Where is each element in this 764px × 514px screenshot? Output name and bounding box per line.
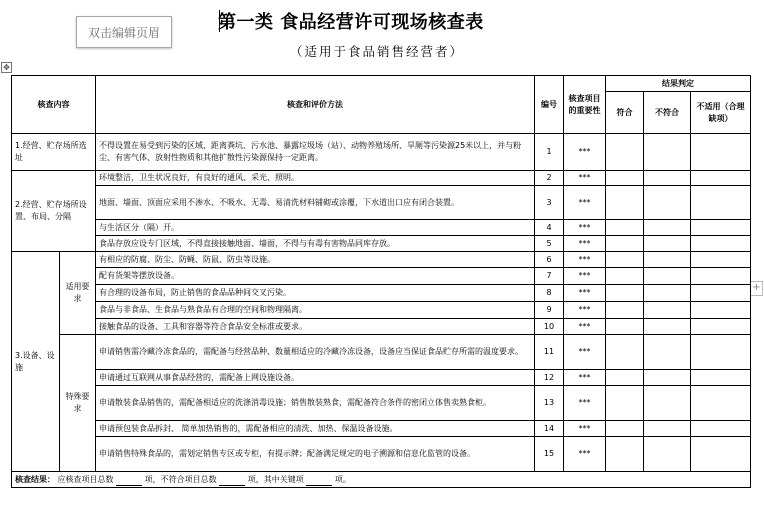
result-fail-cell[interactable] <box>644 268 691 285</box>
result-pass-cell[interactable] <box>606 186 644 220</box>
result-fail-cell[interactable] <box>644 220 691 236</box>
section-label-1: 1.经营、贮存场所选址 <box>12 134 96 171</box>
item-importance: *** <box>564 421 606 437</box>
result-fail-cell[interactable] <box>644 370 691 386</box>
subsection-general: 适用要求 <box>60 252 96 335</box>
footer-label: 核查结果： <box>15 474 55 484</box>
result-fail-cell[interactable] <box>644 186 691 220</box>
item-text: 食品与非食品、生食品与熟食品有合理的空间和物理隔离。 <box>96 302 535 319</box>
page-title: 第一类 食品经营许可现场核查表 <box>218 12 484 33</box>
item-text: 申请通过互联网从事食品经营的，需配备上网设施设备。 <box>96 370 535 386</box>
result-na-cell[interactable] <box>691 220 751 236</box>
item-importance: *** <box>564 236 606 252</box>
result-pass-cell[interactable] <box>606 220 644 236</box>
table-row <box>12 302 751 319</box>
table-row <box>12 421 751 437</box>
header-result: 结果判定 <box>606 76 751 92</box>
item-importance: *** <box>564 268 606 285</box>
page-subtitle: （适用于食品销售经营者） <box>290 44 465 59</box>
item-text: 与生活区分（隔）开。 <box>96 220 535 236</box>
item-no: 12 <box>535 370 564 386</box>
result-na-cell[interactable] <box>691 252 751 268</box>
header-content: 核查内容 <box>12 76 96 134</box>
result-pass-cell[interactable] <box>606 236 644 252</box>
result-na-cell[interactable] <box>691 386 751 421</box>
item-importance: *** <box>564 370 606 386</box>
item-no: 11 <box>535 335 564 370</box>
item-text: 食品存放应设专门区域，不得直接接触地面、墙面，不得与有毒有害物品同库存放。 <box>96 236 535 252</box>
add-row-plus-icon[interactable]: + <box>750 281 763 296</box>
table-row <box>12 134 751 171</box>
table-row <box>12 285 751 302</box>
item-importance: *** <box>564 302 606 319</box>
result-pass-cell[interactable] <box>606 302 644 319</box>
header-fail: 不符合 <box>644 92 691 134</box>
table-row <box>12 252 751 268</box>
table-row-footer <box>12 472 751 488</box>
item-no: 5 <box>535 236 564 252</box>
result-na-cell[interactable] <box>691 171 751 186</box>
item-no: 8 <box>535 285 564 302</box>
result-na-cell[interactable] <box>691 319 751 335</box>
key-items-blank[interactable] <box>306 476 332 486</box>
item-importance: *** <box>564 134 606 171</box>
footer-text-4: 项。 <box>334 474 351 484</box>
result-na-cell[interactable] <box>691 302 751 319</box>
item-text: 申请销售特殊食品的，需划定销售专区或专柜，有提示牌；配备满足规定的电子溯源和信息化监管的设备。 <box>96 437 535 472</box>
item-importance: *** <box>564 220 606 236</box>
table-row <box>12 268 751 285</box>
footer-text-1: 应核查项目总数 <box>57 474 114 484</box>
result-na-cell[interactable] <box>691 437 751 472</box>
result-na-cell[interactable] <box>691 370 751 386</box>
item-text: 不得设置在易受到污染的区域，距离粪坑、污水池、暴露垃圾场（站）、动物养殖场所、旱厕等污染源25米以上，并与粉尘、有害气体、放射性物质和其他扩散性污染源保持一定距离。 <box>96 134 535 171</box>
item-text: 申请预包装食品拆封、 简单加热销售的，需配备相应的清洗、加热、保温设备设施。 <box>96 421 535 437</box>
item-no: 6 <box>535 252 564 268</box>
item-importance: *** <box>564 335 606 370</box>
table-row <box>12 186 751 220</box>
result-na-cell[interactable] <box>691 421 751 437</box>
result-fail-cell[interactable] <box>644 134 691 171</box>
item-importance: *** <box>564 437 606 472</box>
result-pass-cell[interactable] <box>606 370 644 386</box>
failed-items-blank[interactable] <box>219 476 245 486</box>
item-text: 配有货架等摆放设备。 <box>96 268 535 285</box>
result-fail-cell[interactable] <box>644 335 691 370</box>
result-fail-cell[interactable] <box>644 285 691 302</box>
result-pass-cell[interactable] <box>606 252 644 268</box>
footer-text-3: 项，其中关键项 <box>247 474 304 484</box>
table-row <box>12 319 751 335</box>
item-importance: *** <box>564 186 606 220</box>
table-row <box>12 370 751 386</box>
table-row <box>12 386 751 421</box>
item-no: 1 <box>535 134 564 171</box>
header-no: 编号 <box>535 76 564 134</box>
item-importance: *** <box>564 386 606 421</box>
item-no: 13 <box>535 386 564 421</box>
result-na-cell[interactable] <box>691 285 751 302</box>
result-fail-cell[interactable] <box>644 421 691 437</box>
section-label-2: 2.经营、贮存场所设置、布局、分隔 <box>12 171 96 252</box>
footer-text-2: 项，不符合项目总数 <box>144 474 217 484</box>
item-no: 14 <box>535 421 564 437</box>
table-row <box>12 437 751 472</box>
result-na-cell[interactable] <box>691 186 751 220</box>
result-pass-cell[interactable] <box>606 134 644 171</box>
result-pass-cell[interactable] <box>606 319 644 335</box>
item-text: 申请销售需冷藏冷冻食品的，需配备与经营品种、数量相适应的冷藏冷冻设备，设备应当保证食品贮存所需的温度要求。 <box>96 335 535 370</box>
result-fail-cell[interactable] <box>644 437 691 472</box>
table-row <box>12 335 751 370</box>
item-importance: *** <box>564 285 606 302</box>
result-fail-cell[interactable] <box>644 302 691 319</box>
result-na-cell[interactable] <box>691 134 751 171</box>
table-row <box>12 236 751 252</box>
item-no: 9 <box>535 302 564 319</box>
result-fail-cell[interactable] <box>644 386 691 421</box>
result-pass-cell[interactable] <box>606 335 644 370</box>
inspection-table <box>11 75 751 488</box>
result-pass-cell[interactable] <box>606 268 644 285</box>
header-method: 核查和评价方法 <box>96 76 535 134</box>
result-pass-cell[interactable] <box>606 285 644 302</box>
item-text: 地面、墙面、顶面应采用不渗水、不吸水、无毒、易清洗材料铺砌或涂覆，下水道出口应有闭合装置。 <box>96 186 535 220</box>
item-importance: *** <box>564 171 606 186</box>
result-fail-cell[interactable] <box>644 252 691 268</box>
item-importance: *** <box>564 319 606 335</box>
result-pass-cell[interactable] <box>606 386 644 421</box>
header-importance: 核查项目的重要性 <box>564 76 606 134</box>
item-no: 15 <box>535 437 564 472</box>
item-importance: *** <box>564 252 606 268</box>
item-text: 环境整洁，卫生状况良好，有良好的通风、采光、照明。 <box>96 171 535 186</box>
item-text: 申请散装食品销售的，需配备相适应的洗涤消毒设施；销售散装熟食，需配备符合条件的密闭立体售卖熟食柜。 <box>96 386 535 421</box>
section-label-3: 3.设备、设施 <box>12 252 60 472</box>
result-na-cell[interactable] <box>691 236 751 252</box>
result-fail-cell[interactable] <box>644 319 691 335</box>
table-move-handle-icon[interactable]: ✥ <box>1 62 12 73</box>
result-pass-cell[interactable] <box>606 171 644 186</box>
result-pass-cell[interactable] <box>606 421 644 437</box>
header-na: 不适用（合理缺项） <box>691 92 751 134</box>
inspection-result <box>12 472 751 488</box>
total-items-blank[interactable] <box>116 476 142 486</box>
item-no: 10 <box>535 319 564 335</box>
result-na-cell[interactable] <box>691 335 751 370</box>
item-no: 4 <box>535 220 564 236</box>
header-pass: 符合 <box>606 92 644 134</box>
table-row <box>12 171 751 186</box>
item-no: 3 <box>535 186 564 220</box>
subsection-special: 特殊要求 <box>60 335 96 472</box>
result-fail-cell[interactable] <box>644 236 691 252</box>
item-no: 2 <box>535 171 564 186</box>
result-na-cell[interactable] <box>691 268 751 285</box>
item-text: 有相应的防腐、防尘、防蝇、防鼠、防虫等设施。 <box>96 252 535 268</box>
result-pass-cell[interactable] <box>606 437 644 472</box>
item-text: 有合理的设备布局，防止销售的食品品种间交叉污染。 <box>96 285 535 302</box>
item-no: 7 <box>535 268 564 285</box>
edit-header-button[interactable]: 双击编辑页眉 <box>76 16 172 48</box>
result-fail-cell[interactable] <box>644 171 691 186</box>
item-text: 接触食品的设备、工具和容器等符合食品安全标准或要求。 <box>96 319 535 335</box>
table-row <box>12 220 751 236</box>
